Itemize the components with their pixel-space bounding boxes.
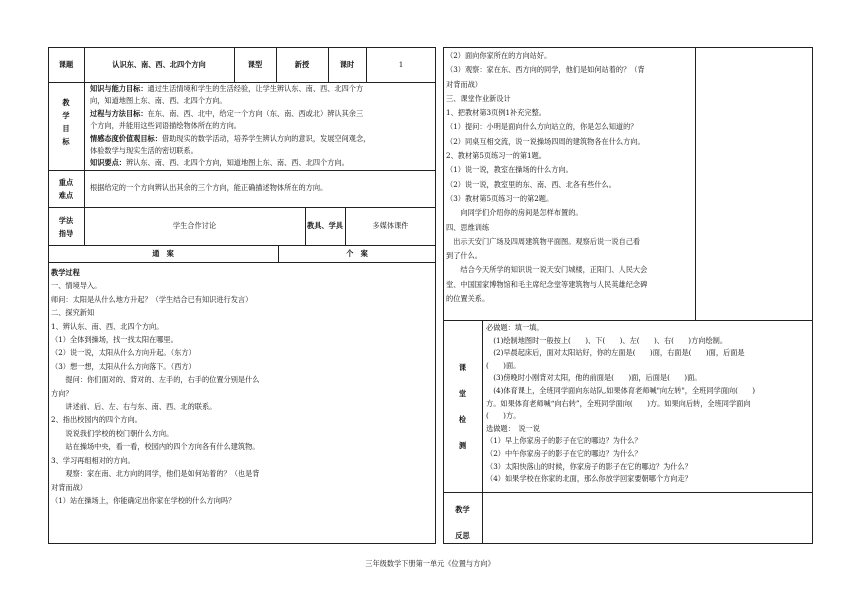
key-text: 根据给定的一个方向辨认出其余的三个方向，能正确描述物体所在的方向。 (90, 183, 328, 192)
topic-value: 认识东、南、西、北四个方向 (112, 60, 206, 69)
goals-text: 知识与能力目标：通过生活情境和学生的生活经验，让学生辨认东、南、西、北四个方 向，知道地图上东、南、西、北四个方向。 过程与方法目标：在东、南、西、北中，给定一个方向（东、南、西或北）辨认其余三 个方向，并能用这些词语描绘物体所在的方向。 情感态度价值观目标：借助现实的数学活动，培养学生辨认方向的意识，发展空间观念， 体验数学与现实生活的密切联系。 知识要点：辨认东、南、西、北四个方向，知道地图上东、南、西、北四个方向。 (90, 84, 371, 168)
type-value: 新授 (294, 60, 310, 69)
topic-label: 课题 (58, 60, 74, 69)
method-label: 学法 指导 (58, 216, 74, 238)
teaching-process: 教学过程 一、情境导入。 师问：太阳是从什么地方升起？（学生结合已有知识进行发言） 二、探究新知 1、辨认东、南、西、北四个方向。 （1）全体到操场，找一找太阳在哪里。 （2）说一说，太阳从什么方向升起。（东方） （3）想一想，太阳从什么方向落下。（西方） 提问：你们面对的、背对的、左手的，右手的位置分别是什么 方向？ 讲述前、后、左、右与东、南、西、北的联系。 2、指出校园内的四个方向。 说说我们学校的校门朝什么方向。 站在操场中央，看一看，校园内的四个方向各有什么建筑物。 3、学习再组相对的方向。 观察：家在南、北方向的同学，他们是如何站着的？（也是背 对背而战） （1）站在操场上，你能确定出你家在学校的什么方向吗？ (51, 268, 260, 505)
tools-label: 教具、学具 (307, 221, 343, 230)
check-label: 课 堂 检 测 (458, 363, 467, 450)
method-value: 学生合作讨论 (172, 221, 217, 230)
hours-value: 1 (398, 60, 404, 69)
individual-plan-header: 个 案 (346, 249, 368, 258)
type-label: 课型 (247, 60, 263, 69)
key-label: 重点 难点 (58, 178, 74, 200)
page-footer: 三年级数学下册第一单元《位置与方向》 (365, 559, 495, 568)
check-questions: 必做题：填一填。 (1)绘制地图时一般按上( )、下( )、左( )、右( )方向绘制。 (2)早晨起床后，面对太阳站好，你的左面是( )面，右面是( )面，后面是 ( )面。 (3)傍晚时小刚背对太阳，他的前面是( )面，后面是( )面。 (4)体育课上，全班同学面向东站队,如果体育老师喊"向左转"，全班同学面向( ) 方。如果体育老师喊“向右转”，全班同学面向( )方。如果向后转，全班同学面向 ( )方。 选做题： 说一说 （1）早上你家房子的影子在它的哪边？为什么？ （2）中午你家房子的影子在它的哪边？为什么？ （3）太阳快落山的时候，你家房子的影子在它的哪边？为什么？ （4）如果学校在你家的北面，那么你放学回家要朝哪个方向走？ (486, 323, 756, 484)
general-plan-header: 通 案 (152, 249, 174, 258)
tools-value: 多媒体课件 (372, 221, 409, 230)
hours-label: 课时 (339, 60, 355, 69)
goals-label: 教 学 目 标 (62, 98, 70, 146)
lesson-continuation: （2）面向你家所在的方向站好。 （3）观察：家在东、西方向的同学，他们是如何站着的？（背 对背而战） 三、课堂作业新设计 1、把教材第3页例1补充完整。 （1）提问：小明是面向什么方向站立的，你是怎么知道的？ （2）同桌互相交流，说一说操场四周的建筑物各在什么方向。 2、教材第5页练习一的第1题。 （1）说一说，教室在操场的什么方向。 （2）说一说，教室里的东、南、西、北各有些什么。 （3）教材第5页练习一的第2题。 向同学们介绍你的房间是怎样布置的。 四、思维训练 出示天安门广场及四周建筑物平面图。观察后说一说自己看 到了什么。 结合今天所学的知识说一说天安门城楼，正阳门、人民大会 堂、中国国家博物馆和毛主席纪念堂等建筑物与人民英雄纪念碑 的位置关系。 (446, 51, 648, 304)
reflection-label: 教学 反思 (455, 505, 470, 540)
